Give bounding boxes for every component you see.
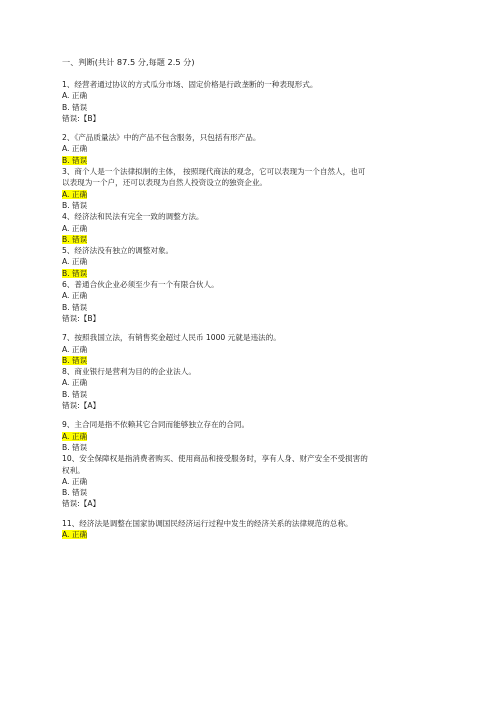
question-text: 9、主合同是指不依赖其它合同而能够独立存在的合同。 [62,420,250,430]
question-text: 4、经济法和民法有完全一致的调整方法。 [62,212,204,222]
option-a[interactable]: A. 正确 [62,378,88,388]
question-text: 1、经营者通过协议的方式瓜分市场、固定价格是行政垄断的一种表现形式。 [62,80,318,89]
option-a[interactable]: A. 正确 [62,144,88,154]
option-a[interactable]: A. 正确 [62,257,88,267]
mistake-answer: 错误:【B】 [62,313,101,323]
mistake-answer: 错误:【A】 [62,499,101,509]
question-11 [62,518,462,541]
question-3 [62,166,462,211]
question-8 [62,366,462,411]
option-b[interactable]: B. 错误 [62,302,88,312]
option-b[interactable]: B. 错误 [62,200,88,210]
option-a-highlighted[interactable]: A. 正确 [62,189,88,199]
question-text: 11、经济法是调整在国家协调国民经济运行过程中发生的经济关系的法律规范的总称。 [62,518,353,528]
question-6 [62,279,462,324]
question-text-line-1: 3、商个人是一个法律拟制的主体， 按照现代商法的观念，它可以表现为一个自然人，也可 [62,167,366,177]
option-b[interactable]: B. 错误 [62,488,88,498]
option-a[interactable]: A. 正确 [62,476,88,486]
mistake-answer: 错误:【B】 [62,113,101,123]
option-a[interactable]: A. 正确 [62,91,88,101]
question-text: 6、普通合伙企业必须至少有一个有限合伙人。 [62,280,219,290]
option-a[interactable]: A. 正确 [62,344,88,354]
question-text: 5、经济法没有独立的调整对象。 [62,246,174,256]
question-2 [62,132,462,166]
option-a[interactable]: A. 正确 [62,223,88,233]
question-text-line-1: 10、安全保障权是指消费者购买、使用商品和接受服务时，享有人身、财产安全不受损害的 [62,454,368,464]
option-b-highlighted[interactable]: B. 错误 [62,155,88,165]
option-b[interactable]: B. 错误 [62,442,88,452]
question-text: 7、按照我国立法，有销售奖金超过人民币 1000 元就是违法的。 [62,333,281,343]
section-title: 一、判断(共计 87.5 分,每题 2.5 分) [62,57,195,67]
question-text-line-2: 权利。 [62,465,85,475]
option-b-highlighted[interactable]: B. 错误 [62,234,88,244]
option-b[interactable]: B. 错误 [62,102,88,112]
question-4 [62,211,462,245]
mistake-answer: 错误:【A】 [62,401,101,411]
option-b-highlighted[interactable]: B. 错误 [62,268,88,278]
question-text-line-2: 以表现为一个户，还可以表现为自然人投资设立的独资企业。 [62,178,268,188]
question-9 [62,419,462,453]
option-a[interactable]: A. 正确 [62,291,88,301]
question-5 [62,245,462,279]
question-text: 8、商业银行是营利为目的的企业法人。 [62,367,196,377]
option-a-highlighted[interactable]: A. 正确 [62,529,88,539]
question-1 [62,79,462,124]
option-b[interactable]: B. 错误 [62,389,88,399]
option-a-highlighted[interactable]: A. 正确 [62,431,88,441]
question-text: 2、《产品质量法》中的产品不包含服务，只包括有形产品。 [62,133,261,143]
document-page [62,56,462,540]
option-b-highlighted[interactable]: B. 错误 [62,355,88,365]
question-7 [62,332,462,366]
question-10 [62,453,462,509]
